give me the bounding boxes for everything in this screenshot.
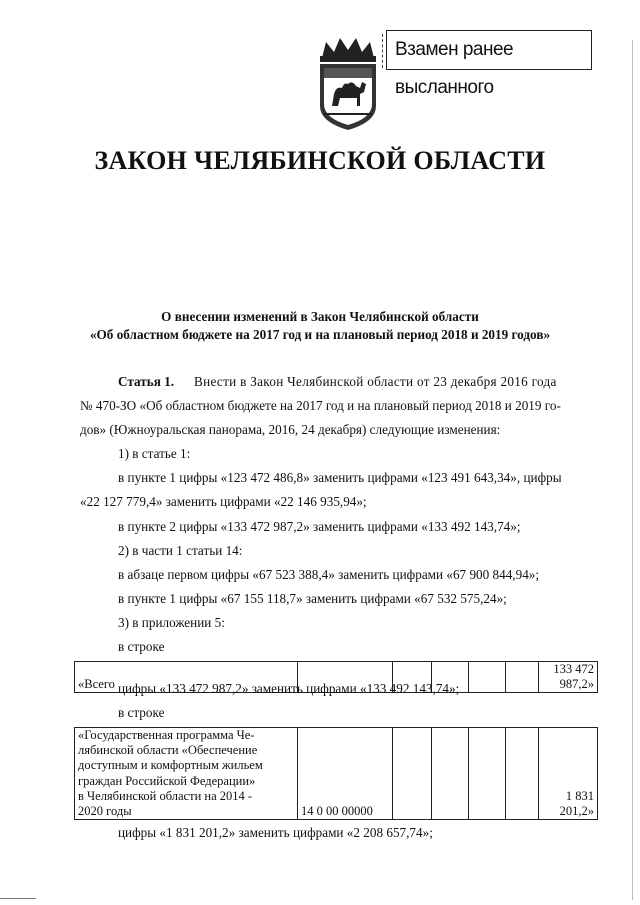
- program-label-line: 2020 годы: [78, 804, 132, 819]
- program-label-line: граждан Российской Федерации»: [78, 773, 256, 788]
- paragraph-5: в абзаце первом цифры «67 523 388,4» заменить цифрами «67 900 844,94»;: [118, 567, 540, 582]
- paragraph-10: в строке: [118, 705, 165, 720]
- article-heading: Статья 1.: [118, 374, 175, 389]
- program-label-line: в Челябинской области на 2014 -: [78, 788, 253, 803]
- paragraph-9: цифры «133 472 987,2» заменить цифрами «133 492 143,74»;: [118, 681, 460, 696]
- table-cell-empty: [393, 728, 432, 820]
- paragraph-8: в строке: [118, 639, 165, 654]
- coat-of-arms-icon: [314, 36, 382, 132]
- scan-corner-mark: [0, 898, 36, 899]
- paragraph-3: в пункте 2 цифры «133 472 987,2» заменить цифрами «133 492 143,74»;: [118, 519, 521, 534]
- law-subtitle-line2: «Об областном бюджете на 2017 год и на плановый период 2018 и 2019 годов»: [89, 327, 551, 342]
- article-intro-line1: Внести в Закон Челябинской области от 23 декабря 2016 года: [194, 374, 557, 389]
- scan-edge-line: [632, 40, 633, 900]
- paragraph-4: 2) в части 1 статьи 14:: [118, 543, 243, 558]
- paragraph-2-line1: в пункте 1 цифры «123 472 486,8» заменить цифрами «123 491 643,34», цифры: [118, 470, 562, 485]
- table-cell-empty: [506, 662, 539, 693]
- table-cell-empty: [469, 662, 506, 693]
- paragraph-2-line2: «22 127 779,4» заменить цифрами «22 146 935,94»;: [80, 494, 367, 509]
- article-intro-line3: дов» (Южноуральская панорама, 2016, 24 декабря) следующие изменения:: [80, 422, 501, 437]
- table-cell-label: «Всего: [75, 662, 298, 693]
- program-label-line: лябинской области «Обеспечение: [78, 743, 258, 758]
- table-cell-empty: [506, 728, 539, 820]
- stamp-resent-notice: Взамен ранее высланного: [386, 30, 592, 70]
- document-title: ЗАКОН ЧЕЛЯБИНСКОЙ ОБЛАСТИ: [94, 146, 546, 175]
- law-subtitle-line1: О внесении изменений в Закон Челябинской области: [161, 309, 479, 324]
- table-program-row: [74, 727, 598, 820]
- table-cell-value: 133 472 987,2»: [539, 662, 598, 693]
- article-intro-line2: № 470-ЗО «Об областном бюджете на 2017 год и на плановый период 2018 и 2019 го-: [80, 398, 561, 413]
- paragraph-7: 3) в приложении 5:: [118, 615, 225, 630]
- paragraph-11: цифры «1 831 201,2» заменить цифрами «2 208 657,74»;: [118, 825, 433, 840]
- table-cell-empty: [469, 728, 506, 820]
- table-cell-program-label: [75, 728, 298, 820]
- paragraph-1: 1) в статье 1:: [118, 446, 191, 461]
- program-label-line: доступным и комфортным жильем: [78, 758, 263, 773]
- table-cell-code: 14 0 00 00000: [298, 728, 393, 820]
- program-label-line: «Государственная программа Че-: [78, 728, 255, 742]
- table-cell-empty: [432, 728, 469, 820]
- paragraph-6: в пункте 1 цифры «67 155 118,7» заменить цифрами «67 532 575,24»;: [118, 591, 507, 606]
- table-cell-value: 1 831 201,2»: [539, 728, 598, 820]
